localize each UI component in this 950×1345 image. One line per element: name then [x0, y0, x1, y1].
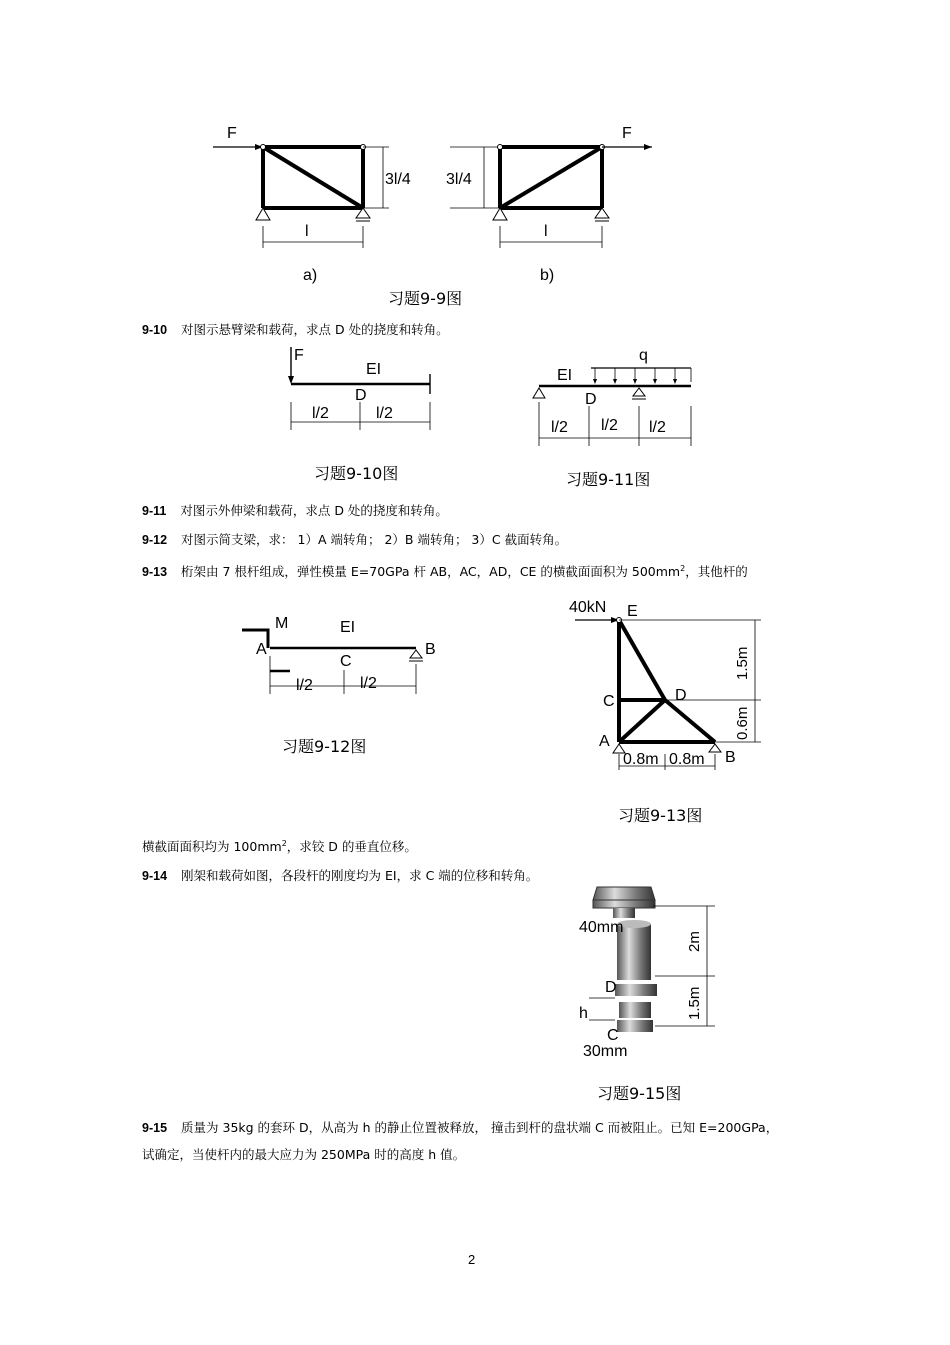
problem-9-10: [142, 322, 449, 338]
height-label: 3l/4: [385, 171, 411, 188]
segment-label: l/2: [376, 405, 393, 422]
length-label: 1.5m: [686, 986, 703, 1020]
problem-number: 9-14: [142, 869, 168, 883]
point-label-b: B: [725, 749, 736, 766]
point-label-d: D: [605, 979, 617, 996]
width-label: 0.8m: [669, 751, 705, 768]
problem-text: ，其他杆的: [685, 564, 748, 580]
problem-text: 对图示简支梁，求： 1）A 端转角； 2）B 端转角； 3）C 截面转角。: [181, 532, 568, 547]
superscript: 2: [281, 839, 287, 848]
length-label: 2m: [686, 931, 703, 952]
sub-label: a): [303, 267, 318, 284]
load-label: q: [639, 347, 648, 364]
segment-label: l/2: [551, 419, 568, 436]
problem-9-15: [142, 1120, 778, 1136]
point-label: D: [355, 387, 367, 404]
segment-label: l/2: [601, 417, 618, 434]
figure-9-9a: [205, 118, 435, 284]
roller-support-icon: [709, 744, 721, 752]
span-label: l: [305, 223, 309, 240]
pin-support-icon: [533, 388, 545, 398]
figure-9-11: [525, 342, 705, 452]
sub-label: b): [540, 267, 555, 284]
point-label-d: D: [675, 687, 687, 704]
force-label: F: [294, 347, 304, 364]
figure-caption: 习题9-12图: [282, 737, 367, 756]
figure-caption: 习题9-9图: [388, 289, 463, 308]
point-label-c: C: [607, 1027, 619, 1044]
figure-caption: 习题9-11图: [566, 470, 651, 489]
height-label: 3l/4: [446, 171, 472, 188]
problem-number: 9-12: [142, 533, 168, 547]
problem-number: 9-11: [142, 504, 167, 518]
ei-label: EI: [557, 367, 573, 384]
figure-9-13: [565, 592, 765, 772]
segment-label: l/2: [296, 677, 313, 694]
point-label-e: E: [627, 603, 638, 620]
problem-text: 对图示悬臂梁和载荷，求点 D 处的挠度和转角。: [181, 322, 449, 337]
force-label: 40kN: [569, 599, 607, 616]
point-label-c: C: [603, 693, 615, 710]
height-label: 0.6m: [734, 706, 751, 740]
problem-9-13: [142, 561, 748, 580]
point-label-a: A: [599, 733, 610, 750]
problem-text: 刚架和载荷如图，各段杆的刚度均为 EI，求 C 端的位移和转角。: [181, 868, 539, 883]
problem-9-12: [142, 532, 567, 548]
roller-support-icon: [633, 388, 645, 396]
problem-number: 9-13: [142, 565, 168, 580]
ei-label: EI: [340, 619, 356, 636]
width-label: 0.8m: [623, 751, 659, 768]
problem-number: 9-10: [142, 323, 168, 337]
problem-text: ，求铰 D 的垂直位移。: [286, 839, 417, 855]
problem-9-11: [142, 503, 448, 519]
point-label-b: B: [425, 641, 436, 658]
problem-text: 桁架由 7 根杆组成，弹性模量 E=70GPa 杆 AB，AC，AD，CE 的横截面面积为 500mm: [181, 564, 681, 580]
figure-caption: 习题9-13图: [618, 806, 703, 825]
problem-text: 质量为 35kg 的套环 D，从高为 h 的静止位置被释放， 撞击到杆的盘状端 C 而被阻止。已知 E=200GPa，: [181, 1120, 779, 1135]
figure-caption: 习题9-10图: [314, 464, 399, 483]
segment-label: l/2: [360, 675, 377, 692]
height-label: 1.5m: [734, 646, 751, 680]
figure-9-9b: [440, 118, 670, 284]
figure-9-10: [280, 342, 440, 432]
problem-9-15-line2: 试确定，当使杆内的最大应力为 250MPa 时的高度 h 值。: [142, 1147, 466, 1162]
ei-label: EI: [366, 361, 382, 378]
point-label-a: A: [256, 641, 267, 658]
diameter-label: 40mm: [579, 919, 624, 936]
segment-label: l/2: [649, 419, 666, 436]
figure-caption: 习题9-15图: [597, 1084, 682, 1103]
page-number: 2: [468, 1252, 476, 1267]
segment-label: l/2: [312, 405, 329, 422]
figure-9-12: [240, 608, 450, 698]
figure-9-15: [575, 880, 725, 1065]
moment-label: M: [275, 615, 289, 632]
point-label: D: [585, 391, 597, 408]
problem-text: 对图示外伸梁和载荷，求点 D 处的挠度和转角。: [180, 503, 448, 518]
problem-9-14: [142, 868, 538, 884]
force-label: F: [227, 125, 237, 142]
point-label-c: C: [340, 653, 352, 670]
diameter-label: 30mm: [583, 1043, 628, 1060]
roller-support-icon: [410, 650, 422, 658]
superscript: 2: [680, 564, 686, 573]
force-label: F: [622, 125, 632, 142]
point-label-h: h: [579, 1005, 588, 1022]
span-label: l: [544, 223, 548, 240]
problem-text: 横截面面积均为 100mm: [142, 839, 282, 855]
problem-9-13-continued: [142, 836, 417, 855]
problem-number: 9-15: [142, 1121, 168, 1135]
